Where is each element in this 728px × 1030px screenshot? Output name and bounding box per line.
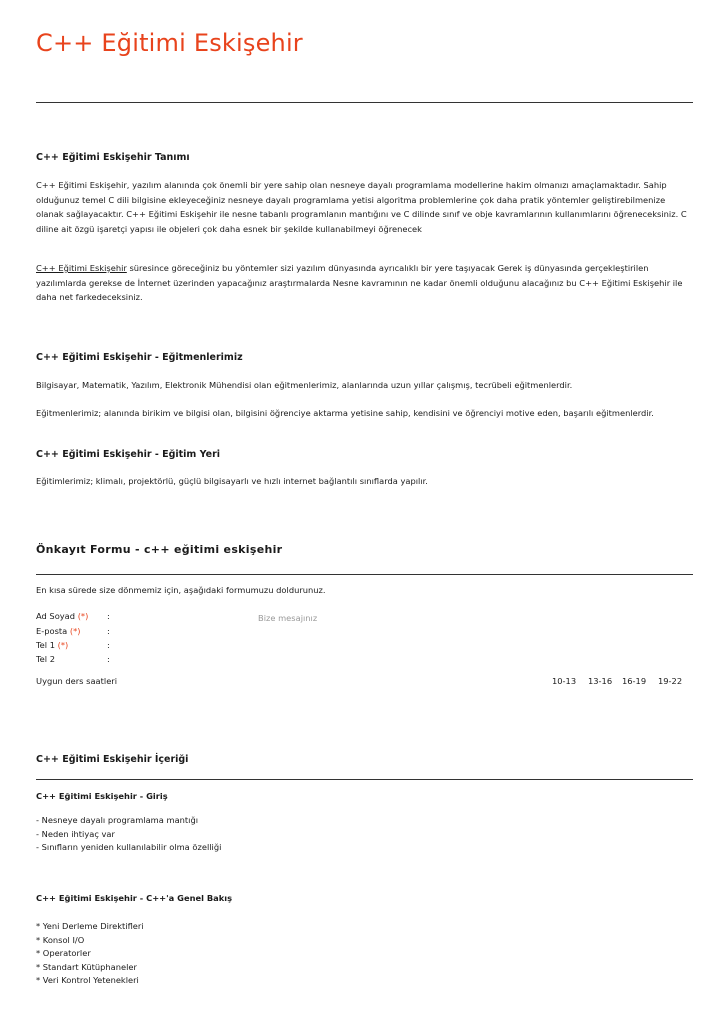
eposta-label-text: E-posta bbox=[36, 626, 68, 636]
list-item: * Konsol I/O bbox=[36, 934, 85, 945]
tanim-paragraph-2-text: süresince göreceğiniz bu yöntemler sizi yazılım dünyasında ayrıcalıklı bir yere taşıyacak Gerek iş dünyasında gerçekleştirilen yazılımlarda gerekse de İnternet üzerinden yapacağınız araştırmalarda Nesne kavramının ne kadar önemli olduğunu alacağınız bu C++ Eğitimi Eskişehir ile daha net farkedeceksiniz. bbox=[36, 263, 683, 302]
tel1-label bbox=[36, 640, 68, 650]
eposta-row[interactable] bbox=[36, 626, 336, 639]
tanim-paragraph-1: C++ Eğitimi Eskişehir, yazılım alanında çok önemli bir yere sahip olan nesneye dayalı programlama modellerine hakim olmanızı amaçlamaktadır. Sahip olduğunuz temel C dili bilgisine ekleyeceğiniz nesneye dayalı programlama yetisi algoritma problemlerine çok daha pratik yöntemler geliştirebilmenize olanak sağlayacaktır. C++ Eğitimi Eskişehir ile nesne tabanlı programlanın mantığını ve C dilinde sınıf ve obje kavramlarının kullanımlarını öğreneceksiniz. C diline ait özgü işaretçi yapısı ile objeleri çok daha esnek bir şekilde kullanabilmeyi öğrenecek bbox=[36, 180, 687, 234]
list-item: * Veri Kontrol Yetenekleri bbox=[36, 975, 139, 985]
tanim-heading: C++ Eğitimi Eskişehir Tanımı bbox=[36, 152, 190, 163]
eposta-label bbox=[36, 626, 81, 636]
egitmenler-paragraph-2: Eğitmenlerimiz; alanında birikim ve bilgisi olan, bilgisini öğrenciye aktarma yetisine sahip, kendisini ve öğrenciyi motive eden, başarılı eğitmenlerdir. bbox=[36, 408, 654, 418]
form-intro: En kısa sürede size dönmemiz için, aşağıdaki formumuzu doldurunuz. bbox=[36, 585, 326, 595]
giris-list bbox=[36, 814, 691, 855]
hour-option-10-13[interactable]: 10-13 bbox=[552, 676, 577, 686]
list-item: - Sınıfların yeniden kullanılabilir olma özelliği bbox=[36, 842, 222, 852]
list-item: - Neden ihtiyaç var bbox=[36, 828, 115, 839]
list-item: * Yeni Derleme Direktifleri bbox=[36, 921, 144, 931]
list-item: * Operatorler bbox=[36, 948, 91, 958]
icerik-heading: C++ Eğitimi Eskişehir İçeriği bbox=[36, 754, 189, 765]
tel2-label: Tel 2 bbox=[36, 654, 55, 664]
tel2-row[interactable] bbox=[36, 654, 336, 667]
cpp-egitimi-link[interactable]: C++ Eğitimi Eskişehir bbox=[36, 263, 127, 273]
genel-bakis-list bbox=[36, 920, 691, 988]
ad-soyad-label bbox=[36, 611, 88, 621]
ad-soyad-label-text: Ad Soyad bbox=[36, 611, 76, 621]
giris-heading: C++ Eğitimi Eskişehir - Giriş bbox=[36, 791, 168, 801]
colon: : bbox=[107, 640, 110, 650]
hour-option-13-16[interactable]: 13-16 bbox=[588, 676, 613, 686]
yer-heading: C++ Eğitimi Eskişehir - Eğitim Yeri bbox=[36, 449, 221, 460]
message-field[interactable]: Bize mesajınız bbox=[258, 613, 318, 623]
hour-option-19-22[interactable]: 19-22 bbox=[658, 676, 683, 686]
egitmenler-paragraph-1: Bilgisayar, Matematik, Yazılım, Elektronik Mühendisi olan eğitmenlerimiz, alanlarında uzun yıllar çalışmış, tecrübeli eğitmenlerdir. bbox=[36, 380, 573, 390]
form-heading: Önkayıt Formu - c++ eğitimi eskişehir bbox=[36, 543, 283, 556]
hours-label: Uygun ders saatleri bbox=[36, 676, 118, 686]
site-title: C++ Eğitimi Eskişehir bbox=[36, 29, 303, 57]
list-item: * Standart Kütüphaneler bbox=[36, 961, 137, 972]
genel-bakis-heading: C++ Eğitimi Eskişehir - C++'a Genel Bakış bbox=[36, 893, 233, 903]
tel1-row[interactable] bbox=[36, 640, 336, 653]
yer-paragraph: Eğitimlerimiz; klimalı, projektörlü, güçlü bilgisayarlı ve hızlı internet bağlantılı sınıflarda yapılır. bbox=[36, 476, 428, 486]
form-divider bbox=[36, 574, 693, 575]
tel1-label-text: Tel 1 bbox=[36, 640, 55, 650]
required-mark: (*) bbox=[77, 611, 89, 621]
tanim-paragraph-2 bbox=[36, 261, 691, 305]
colon: : bbox=[107, 626, 110, 636]
egitmenler-heading: C++ Eğitimi Eskişehir - Eğitmenlerimiz bbox=[36, 352, 243, 363]
header-divider bbox=[36, 102, 693, 103]
required-mark: (*) bbox=[57, 640, 69, 650]
colon: : bbox=[107, 611, 110, 621]
icerik-divider bbox=[36, 779, 693, 780]
hour-option-16-19[interactable]: 16-19 bbox=[622, 676, 647, 686]
required-mark: (*) bbox=[69, 626, 81, 636]
colon: : bbox=[107, 654, 110, 664]
list-item: - Nesneye dayalı programlama mantığı bbox=[36, 815, 199, 825]
